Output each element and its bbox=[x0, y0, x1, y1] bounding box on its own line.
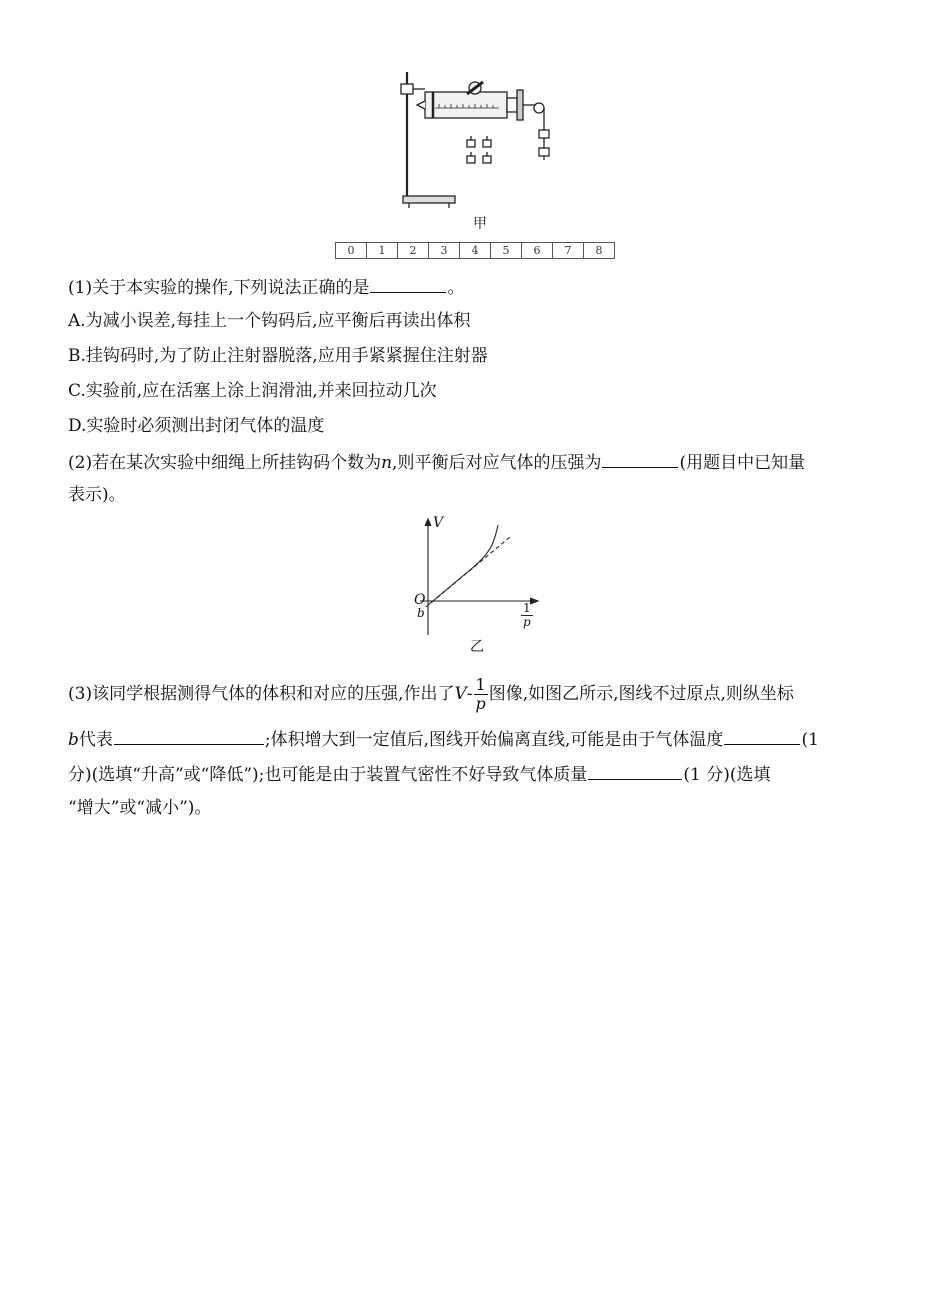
q3-answer-blank-3[interactable] bbox=[588, 761, 682, 780]
q2-text-3: (用题目中已知量 bbox=[679, 453, 806, 473]
q2-text-2: ,则平衡后对应气体的压强为 bbox=[392, 453, 602, 473]
q1-answer-blank[interactable] bbox=[370, 274, 446, 293]
q2-line1 bbox=[68, 449, 805, 475]
graph-origin-label: O bbox=[414, 592, 426, 608]
ruler-tick: 7 bbox=[553, 243, 584, 258]
ruler-tick: 2 bbox=[398, 243, 429, 258]
q3-text-7: (1 分)(选填 bbox=[683, 765, 771, 785]
ruler bbox=[335, 242, 615, 259]
q3-text-5: (1 bbox=[801, 730, 819, 750]
q3-text-4: ;体积增大到一定值后,图线开始偏离直线,可能是由于气体温度 bbox=[264, 730, 724, 750]
y-axis-arrow bbox=[425, 519, 431, 526]
q3-answer-blank-2[interactable] bbox=[724, 726, 800, 745]
ruler-tick: 5 bbox=[491, 243, 522, 258]
q3-text-6: 分)(选填“升高”或“降低”);也可能是由于装置气密性不好导致气体质量 bbox=[68, 765, 588, 785]
ruler-tick: 0 bbox=[336, 243, 367, 258]
q3-line4: “增大”或“减小”)。 bbox=[68, 798, 212, 818]
graph-x-numerator: 1 bbox=[523, 601, 531, 615]
apparatus-figure bbox=[395, 68, 565, 218]
q1-option-c: C.实验前,应在活塞上涂上润滑油,并来回拉动几次 bbox=[68, 381, 437, 401]
q3-line1 bbox=[68, 676, 794, 713]
q1-stem-tail: 。 bbox=[447, 278, 465, 298]
q3-answer-blank-1[interactable] bbox=[114, 726, 264, 745]
ruler-tick: 8 bbox=[595, 244, 603, 257]
q1-option-b: B.挂钩码时,为了防止注射器脱落,应用手紧紧握住注射器 bbox=[68, 346, 488, 366]
q2-line2: 表示)。 bbox=[68, 485, 126, 505]
q1-option-d: D.实验时必须测出封闭气体的温度 bbox=[68, 416, 325, 436]
q3-fraction bbox=[474, 676, 488, 713]
ruler-tick: 3 bbox=[429, 243, 460, 258]
q3-line3 bbox=[68, 761, 771, 787]
data-curve bbox=[428, 525, 498, 605]
q3-dash: - bbox=[466, 684, 473, 704]
graph-y-label: V bbox=[433, 515, 444, 531]
ruler-tick: 4 bbox=[460, 243, 491, 258]
ruler-tick: 1 bbox=[367, 243, 398, 258]
graph-x-denominator: p bbox=[522, 615, 531, 629]
q1-stem bbox=[68, 274, 464, 300]
figure-jia-caption: 甲 bbox=[473, 216, 487, 232]
figure-yi-caption: 乙 bbox=[470, 639, 484, 655]
q3-line2 bbox=[68, 726, 819, 752]
q3-var-b: b bbox=[68, 730, 79, 750]
q3-text-3: 代表 bbox=[78, 730, 113, 750]
q2-var-n: n bbox=[381, 453, 393, 473]
q1-stem-text: (1)关于本实验的操作,下列说法正确的是 bbox=[68, 278, 370, 298]
q3-frac-num: 1 bbox=[475, 675, 486, 694]
graph-x-label bbox=[521, 602, 533, 629]
q1-option-a: A.为减小误差,每挂上一个钩码后,应平衡后再读出体积 bbox=[68, 311, 471, 331]
q3-var-v: V bbox=[454, 684, 467, 704]
graph-b-label: b bbox=[417, 606, 425, 620]
q3-text-1: (3)该同学根据测得气体的体积和对应的压强,作出了 bbox=[68, 684, 455, 704]
q2-answer-blank[interactable] bbox=[602, 449, 678, 468]
q3-text-2: 图像,如图乙所示,图线不过原点,则纵坐标 bbox=[488, 684, 794, 704]
q3-frac-den: p bbox=[475, 694, 486, 713]
ruler-tick: 6 bbox=[522, 243, 553, 258]
q2-text-1: (2)若在某次实验中细绳上所挂钩码个数为 bbox=[68, 453, 382, 473]
